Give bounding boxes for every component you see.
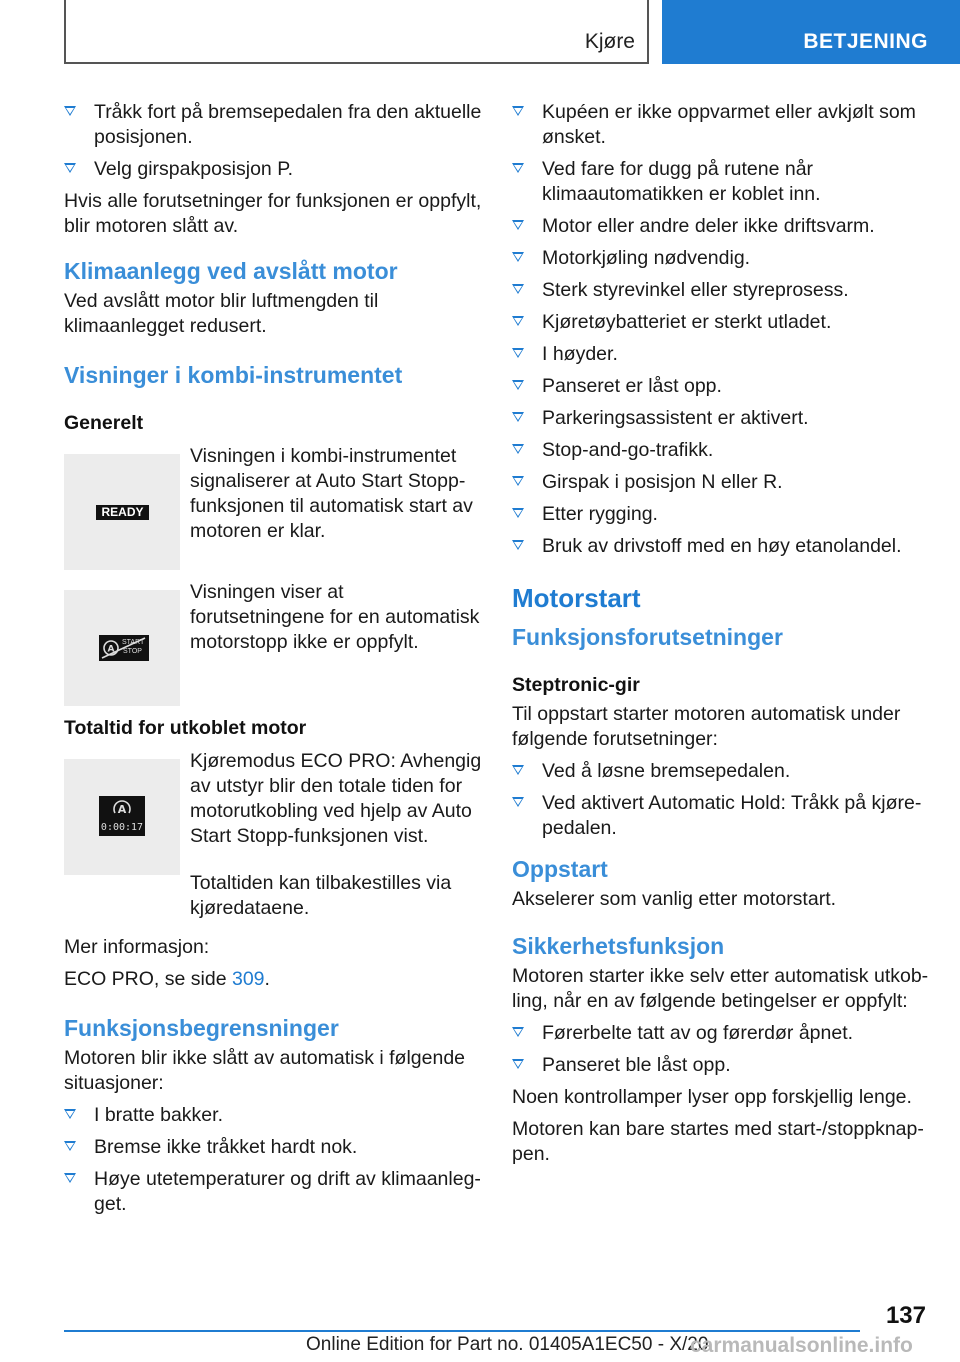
bullet-triangle-icon xyxy=(512,444,524,454)
header-section: BETJENING xyxy=(803,30,928,53)
list-item: Motor eller andre deler ikke driftsvarm. xyxy=(512,214,930,239)
bullet-triangle-icon xyxy=(512,508,524,518)
list-item: Tråkk fort på bremsepedalen fra den aktuelle posisjonen. xyxy=(64,100,482,150)
indicator-start-stop-off xyxy=(64,580,482,696)
header-chapter: Kjøre xyxy=(584,30,635,53)
bullet-triangle-icon xyxy=(512,284,524,294)
list-item: Kupéen er ikke oppvarmet eller avkjølt som ønsket. xyxy=(512,100,930,150)
bullet-triangle-icon xyxy=(512,1059,524,1069)
auto-letter: A xyxy=(117,803,127,816)
list-item: Girspak i posisjon N eller R. xyxy=(512,470,930,495)
heading-steptronic: Steptronic-gir xyxy=(512,674,640,696)
list-item: Høye utetemperaturer og drift av klimaanlegget. xyxy=(64,1167,482,1217)
heading-safety: Sikkerhetsfunksjon xyxy=(512,933,725,959)
paragraph-steptronic: Til oppstart starter motoren automatisk under følgende forutsetninger: xyxy=(512,703,901,750)
indicator-ready xyxy=(64,444,482,560)
total-time-icon xyxy=(99,796,145,836)
watermark: carmanualsonline.info xyxy=(690,1334,913,1357)
header-chapter-box xyxy=(64,0,649,64)
paragraph-startup: Akselerer som vanlig etter motorstart. xyxy=(512,888,837,910)
list-item: Kjøretøybatteriet er sterkt utladet. xyxy=(512,310,930,335)
paragraph-lamps: Noen kontrollamper lyser opp forskjellig lenge. xyxy=(512,1086,912,1108)
bullet-triangle-icon xyxy=(64,1109,76,1119)
bullet-triangle-icon xyxy=(512,380,524,390)
start-stop-indicator-image xyxy=(64,590,180,706)
heading-climate: Klimaanlegg ved avslått motor xyxy=(64,258,398,284)
bullet-triangle-icon xyxy=(512,106,524,116)
paragraph-limitations: Motoren blir ikke slått av automatisk i følgende situasjoner: xyxy=(64,1047,466,1094)
bullet-triangle-icon xyxy=(512,316,524,326)
bullet-triangle-icon xyxy=(512,797,524,807)
list-item: Parkeringsassistent er aktivert. xyxy=(512,406,930,431)
list-item: Ved fare for dugg på rutene når klimaautomatikken er koblet inn. xyxy=(512,157,930,207)
total-time-value: 0:00:17 xyxy=(100,822,144,833)
edition-text: Online Edition for Part no. 01405A1EC50 - X/20 xyxy=(306,1334,709,1355)
heading-general: Generelt xyxy=(64,412,144,434)
list-item: Førerbelte tatt av og førerdør åpnet. xyxy=(512,1021,930,1046)
total-time-reset-text: Totaltiden kan tilbakestilles via kjøredataene. xyxy=(190,872,452,919)
bullet-triangle-icon xyxy=(512,476,524,486)
bullet-triangle-icon xyxy=(512,412,524,422)
bullet-triangle-icon xyxy=(512,540,524,550)
stop-label: STOP xyxy=(123,648,142,655)
list-item: I bratte bakker. xyxy=(64,1103,482,1128)
bullet-triangle-icon xyxy=(64,163,76,173)
indicator-ready-text: Visningen i kombi-instrumentet signaliserer at Auto Start Stopp-funksjonen til automatisk start av motoren er klar. xyxy=(190,445,473,542)
indicator-start-stop-text: Visningen viser at forutsetningene for en automatisk motorstopp ikke er oppfylt. xyxy=(190,581,480,653)
heading-total-time: Totaltid for utkoblet motor xyxy=(64,717,307,739)
ready-indicator-image xyxy=(64,454,180,570)
left-column xyxy=(64,100,482,1224)
paragraph-safety: Motoren starter ikke selv etter automatisk utkobling, når en av følgende betingelser er oppfylt: xyxy=(512,965,929,1012)
bullet-triangle-icon xyxy=(512,163,524,173)
total-time-indicator-image xyxy=(64,759,180,875)
indicator-total-time xyxy=(64,749,482,865)
list-item: Motorkjøling nødvendig. xyxy=(512,246,930,271)
footer-rule xyxy=(64,1330,860,1332)
list-item: Ved å løsne bremsepedalen. xyxy=(512,759,930,784)
start-stop-crossed-icon xyxy=(99,635,149,661)
heading-prerequisites: Funksjonsforutsetninger xyxy=(512,624,783,650)
heading-startup: Oppstart xyxy=(512,856,608,882)
heading-engine-start: Motorstart xyxy=(512,583,641,613)
more-info-label: Mer informasjon: xyxy=(64,936,210,958)
list-item: I høyder. xyxy=(512,342,930,367)
list-item: Etter rygging. xyxy=(512,502,930,527)
list-item: Bremse ikke tråkket hardt nok. xyxy=(64,1135,482,1160)
paragraph-climate: Ved avslått motor blir luftmengden til klimaanlegget redusert. xyxy=(64,290,379,337)
bullet-triangle-icon xyxy=(512,348,524,358)
start-label: START xyxy=(122,639,145,646)
paragraph-button: Motoren kan bare startes med start-/stoppknappen. xyxy=(512,1118,924,1165)
bullet-triangle-icon xyxy=(512,1027,524,1037)
page-link-309[interactable]: 309 xyxy=(231,968,265,990)
page-number: 137 xyxy=(885,1302,926,1329)
list-item: Bruk av drivstoff med en høy etanolandel. xyxy=(512,534,930,559)
heading-limitations: Funksjonsbegrensninger xyxy=(64,1015,339,1041)
header-section-tab xyxy=(662,0,960,64)
list-item: Stop-and-go-trafikk. xyxy=(512,438,930,463)
eco-pro-reference: ECO PRO, se side 309. xyxy=(64,968,270,990)
list-item: Ved aktivert Automatic Hold: Tråkk på kjørepedalen. xyxy=(512,791,930,841)
paragraph: Hvis alle forutsetninger for funksjonen er oppfylt, blir motoren slått av. xyxy=(64,190,482,237)
right-column xyxy=(512,100,930,1174)
bullet-triangle-icon xyxy=(64,1173,76,1183)
bullet-triangle-icon xyxy=(512,765,524,775)
list-item: Panseret er låst opp. xyxy=(512,374,930,399)
list-item: Velg girspakposisjon P. xyxy=(64,157,482,182)
ready-icon: READY xyxy=(96,505,149,520)
bullet-triangle-icon xyxy=(512,252,524,262)
indicator-total-time-text: Kjøremodus ECO PRO: Avhengig av utstyr blir den totale tiden for motorutkobling ved hjelp av Auto Start Stopp-funksjonen vist. xyxy=(190,750,482,847)
bullet-triangle-icon xyxy=(512,220,524,230)
list-item: Panseret ble låst opp. xyxy=(512,1053,930,1078)
list-item: Sterk styrevinkel eller styreprosess. xyxy=(512,278,930,303)
heading-displays: Visninger i kombi-instrumentet xyxy=(64,362,403,388)
bullet-triangle-icon xyxy=(64,106,76,116)
bullet-triangle-icon xyxy=(64,1141,76,1151)
svg-text:A: A xyxy=(107,644,115,655)
